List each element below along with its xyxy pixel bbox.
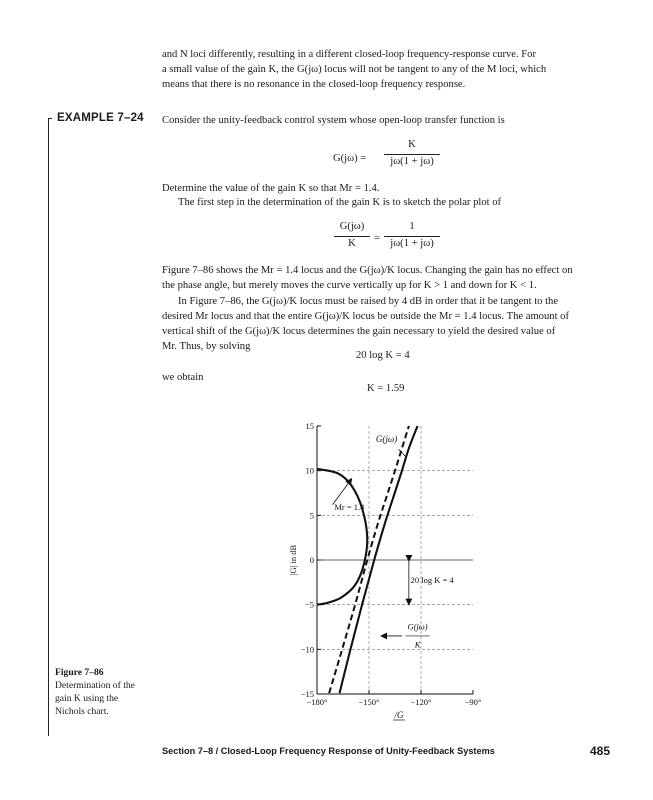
g-over-k-numerator: G(jω) [407,621,428,632]
g-over-k-locus-curve [340,426,418,693]
x-tick-label: −150° [358,697,380,707]
example-lead: Consider the unity-feedback control system whose open-loop transfer function is [162,115,505,126]
eq2-rhs-numerator: 1 [409,221,415,232]
determine-line: Determine the value of the gain K so that Mr = 1.4. [162,183,380,194]
y-axis-label: |G| in dB [288,544,298,576]
x-axis-label: /G [394,710,404,720]
eq1-lhs: G(jω) = [333,153,367,164]
eq2-rhs-denominator: jω(1 + jω) [390,238,434,249]
eq1-fraction [384,139,440,171]
eq2-lhs-bar [334,236,370,237]
paragraph-4 [162,294,612,354]
paragraph-line: vertical shift of the G(jω)/K locus determines the gain necessary to yield the desired value of [162,326,556,337]
g-over-k-denominator: K [414,639,421,650]
figure-caption-line: gain K using the [55,693,119,704]
example-label: EXAMPLE 7–24 [57,112,144,124]
margin-rule [48,118,49,736]
eq1-numerator: K [408,139,416,150]
paragraph-line: In Figure 7–86, the G(jω)/K locus must be raised by 4 dB in order that it be tangent to the [178,296,559,307]
series-layer [317,426,418,693]
g-locus-label: G(jω) [375,434,398,445]
intro-line: and N loci differently, resulting in a different closed-loop frequency-response curve. For [162,49,536,60]
x-tick-label: −180° [306,697,328,707]
paragraph-3 [162,263,612,293]
first-step-line: The first step in the determination of the gain K is to sketch the polar plot of [178,197,502,208]
y-tick-label: −15 [300,689,314,699]
y-tick-label: 10 [305,465,314,476]
y-tick-label: 0 [309,555,314,565]
mr-locus-curve [317,469,367,605]
paragraph-line: desired Mr locus and that the entire G(jω)/K locus be outside the Mr = 1.4 locus. The amount of [162,311,569,322]
y-tick-label: −10 [300,644,314,655]
y-tick-label: −5 [304,599,314,610]
paragraph-line: the phase angle, but merely moves the curve vertically up for K > 1 and down for K < 1. [162,280,537,291]
eq2-rhs-fraction [384,221,440,253]
figure-caption [55,666,135,718]
margin-rule-tick [48,118,52,119]
eq3: 20 log K = 4 [356,350,410,361]
x-tick-label: −120° [410,697,432,707]
shift-label: 20 log K = 4 [410,575,454,586]
y-tick-label: 5 [309,510,314,521]
figure-caption-title: Figure 7–86 [55,667,104,678]
eq1-fraction-bar [384,154,440,155]
intro-line: a small value of the gain K, the G(jω) locus will not be tangent to any of the M loci, which [162,64,547,75]
x-tick-label: −90° [464,697,482,707]
we-obtain: we obtain [162,372,204,383]
eq4: K = 1.59 [367,383,405,394]
paragraph-line: Figure 7–86 shows the Mr = 1.4 locus and the G(jω)/K locus. Changing the gain has no effect on [162,265,573,276]
eq1-denominator: jω(1 + jω) [390,156,434,167]
figure-caption-line: Determination of the [55,680,135,691]
intro-paragraph [162,47,546,92]
mr-locus-label: Mr = 1.4 [334,501,365,512]
eq2-equals: = [374,233,380,244]
eq2-rhs-bar [384,236,440,237]
intro-line: means that there is no resonance in the closed-loop frequency response. [162,79,466,90]
eq2-lhs-denominator: K [348,238,356,249]
eq2-lhs-fraction [334,221,370,253]
eq2-lhs-numerator: G(jω) [339,221,365,232]
page-number: 485 [590,744,611,758]
y-tick-label: 15 [305,421,314,431]
running-footer: Section 7–8 / Closed-Loop Frequency Response of Unity-Feedback Systems [162,746,495,756]
figure-caption-line: Nichols chart. [55,706,109,717]
paragraph-line: Mr. Thus, by solving [162,341,251,352]
nichols-chart [280,418,520,728]
axes-layer [288,421,481,720]
mr-locus-pointer [333,479,352,505]
